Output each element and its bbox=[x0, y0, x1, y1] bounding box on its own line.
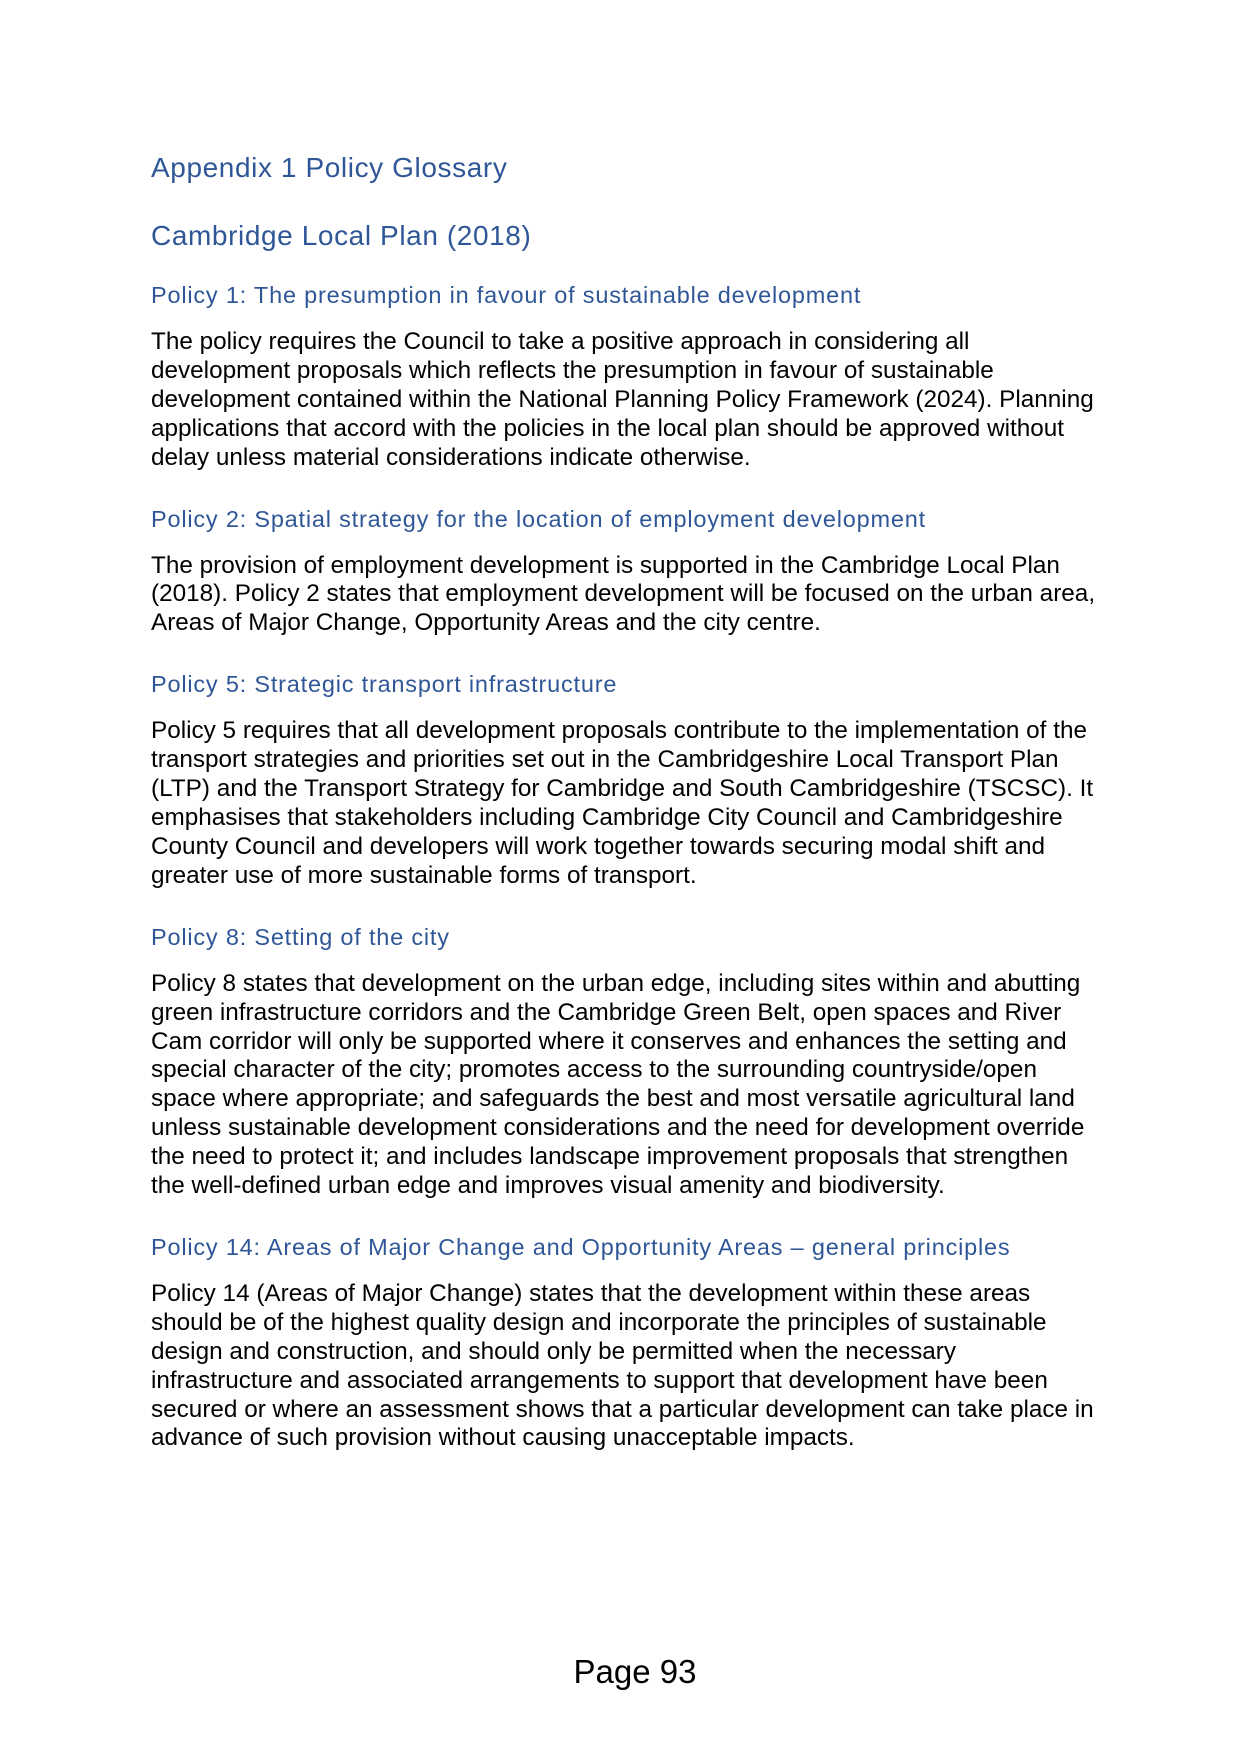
plan-title: Cambridge Local Plan (2018) bbox=[151, 220, 532, 251]
policy-text: The policy requires the Council to take a positive approach in considering all development proposals which reflects the presumption in favour of sustainable development contained within the National Planning Policy Framework (2024). Planning applications that accord with the policies in the local plan should be approved without delay unless material considerations indicate otherwise. bbox=[151, 328, 1094, 471]
policy-section-1 bbox=[151, 280, 1101, 473]
page-number: Page 93 bbox=[573, 1653, 697, 1690]
policy-heading: Policy 1: The presumption in favour of sustainable development bbox=[151, 282, 862, 308]
policy-heading: Policy 14: Areas of Major Change and Opportunity Areas – general principles bbox=[151, 1233, 1011, 1260]
page-content bbox=[151, 148, 1101, 1484]
policy-heading: Policy 2: Spatial strategy for the location of employment development bbox=[151, 505, 926, 532]
policy-heading: Policy 5: Strategic transport infrastructure bbox=[151, 671, 618, 698]
appendix-title: Appendix 1 Policy Glossary bbox=[151, 152, 508, 183]
policy-section-8 bbox=[151, 922, 1101, 1201]
policy-heading: Policy 8: Setting of the city bbox=[151, 923, 450, 950]
policy-section-5 bbox=[151, 669, 1101, 890]
policy-section-14 bbox=[151, 1232, 1101, 1453]
policy-text: The provision of employment development is supported in the Cambridge Local Plan (2018). Policy 2 states that employment development will be focused on the urban area, Areas of Major Change, Opportunity Areas and the city centre. bbox=[151, 551, 1096, 637]
policy-text: Policy 5 requires that all development proposals contribute to the implementation of the transport strategies and priorities set out in the Cambridgeshire Local Transport Plan (LTP) and the Transport Strategy for Cambridge and South Cambridgeshire (TSCSC). It emphasises that stakeholders including Cambridge City Council and Cambridgeshire County Council and developers will work together towards securing modal shift and greater use of more sustainable forms of transport. bbox=[151, 717, 1094, 889]
policy-section-2 bbox=[151, 504, 1101, 639]
policy-text: Policy 8 states that development on the urban edge, including sites within and abutting green infrastructure corridors and the Cambridge Green Belt, open spaces and River Cam corridor will only be supported where it conserves and enhances the setting and special character of the city; promotes access to the surrounding countryside/open space where appropriate; and safeguards the best and most versatile agricultural land unless sustainable development considerations and the need for development override the need to protect it; and includes landscape improvement proposals that strengthen the well-defined urban edge and improves visual amenity and biodiversity. bbox=[151, 969, 1085, 1200]
policy-text: Policy 14 (Areas of Major Change) states that the development within these areas should be of the highest quality design and incorporate the principles of sustainable design and construction, and should only be permitted when the necessary infrastructure and associated arrangements to support that development have been secured or where an assessment shows that a particular development can take place in advance of such provision without causing unacceptable impacts. bbox=[151, 1279, 1094, 1452]
